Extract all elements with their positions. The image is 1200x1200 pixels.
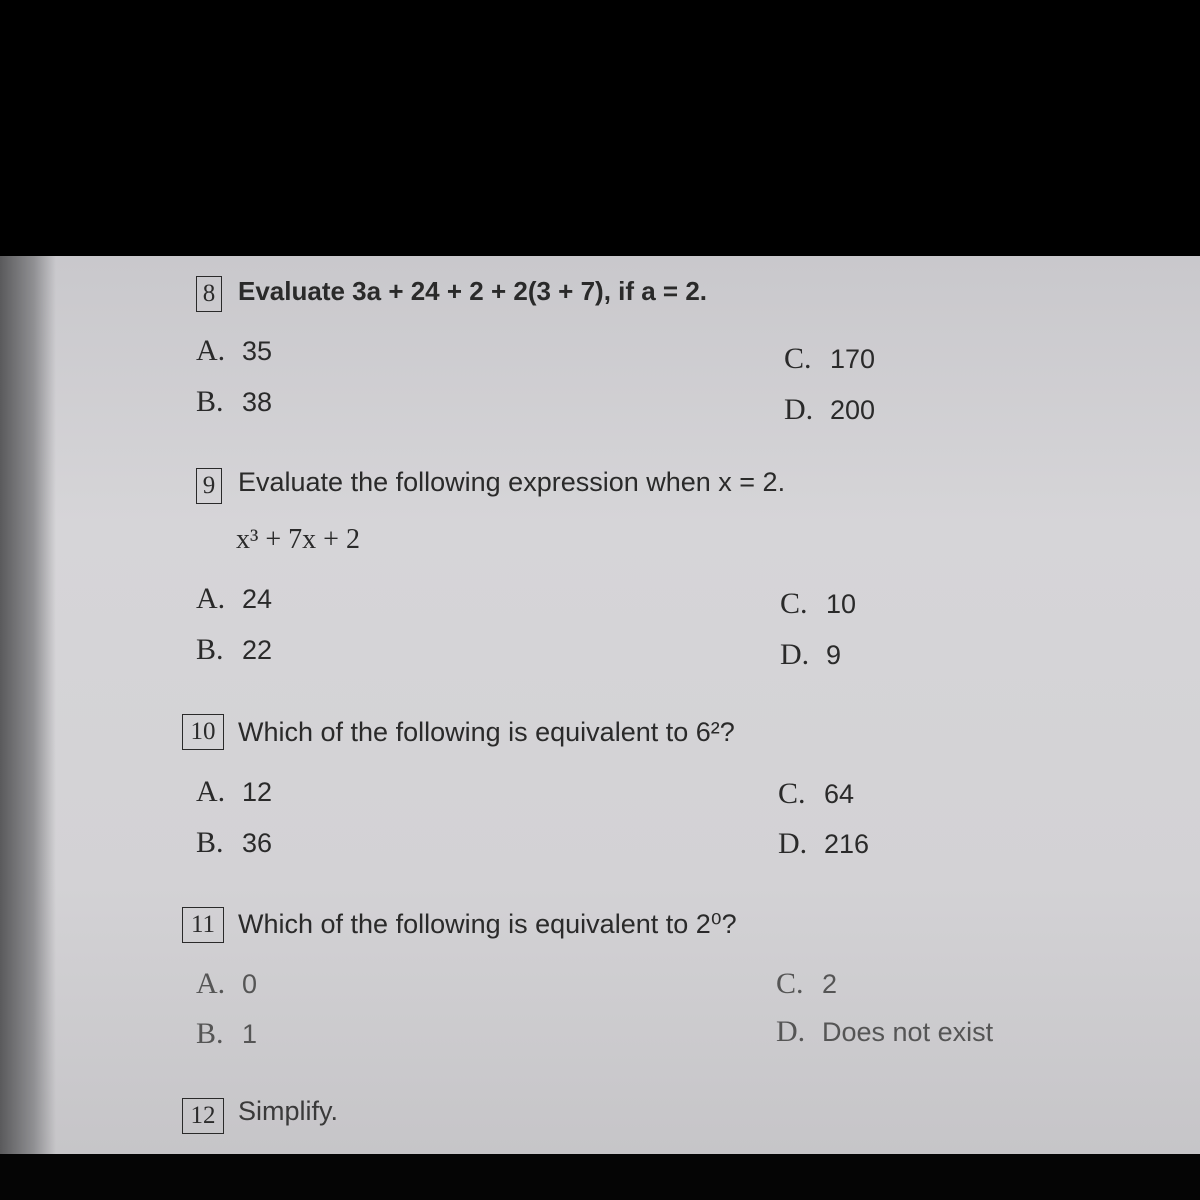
option-value: 12 xyxy=(242,777,273,807)
option-value: 0 xyxy=(242,969,258,999)
question-8-option-c[interactable] xyxy=(784,342,875,376)
option-letter: A. xyxy=(196,967,226,1000)
option-value: 35 xyxy=(242,336,273,366)
option-value: 36 xyxy=(242,828,273,858)
question-11-option-b[interactable] xyxy=(196,1017,257,1051)
question-10-number: 10 xyxy=(182,714,224,750)
question-11-text: Which of the following is equivalent to 2⁰? xyxy=(238,909,737,939)
question-10-option-b[interactable] xyxy=(196,826,272,860)
option-value: 1 xyxy=(242,1019,258,1049)
option-letter: D. xyxy=(784,393,814,426)
question-9-option-b[interactable] xyxy=(196,633,272,667)
option-value: 9 xyxy=(826,640,842,670)
option-letter: D. xyxy=(776,1015,806,1048)
question-11-option-c[interactable] xyxy=(776,967,837,1001)
option-letter: B. xyxy=(196,385,224,418)
question-9-expression: x³ + 7x + 2 xyxy=(236,524,360,555)
question-9-number: 9 xyxy=(196,468,222,504)
option-letter: A. xyxy=(196,334,226,367)
question-9-text: Evaluate the following expression when x = 2. xyxy=(238,467,786,497)
option-letter: C. xyxy=(784,342,812,375)
option-letter: A. xyxy=(196,582,226,615)
option-value: 200 xyxy=(830,395,876,425)
option-letter: B. xyxy=(196,826,224,859)
question-10-option-c[interactable] xyxy=(778,777,854,811)
question-10-text: Which of the following is equivalent to 6²? xyxy=(238,717,735,747)
question-11-option-a[interactable] xyxy=(196,967,257,1001)
option-letter: A. xyxy=(196,775,226,808)
option-value: 2 xyxy=(822,969,838,999)
bottom-shadow xyxy=(0,1154,1200,1200)
option-value: 38 xyxy=(242,387,273,417)
option-letter: C. xyxy=(780,587,808,620)
question-8-option-b[interactable] xyxy=(196,385,272,419)
option-letter: B. xyxy=(196,633,224,666)
question-9-option-c[interactable] xyxy=(780,587,856,621)
question-8-number: 8 xyxy=(196,276,222,312)
question-8-option-a[interactable] xyxy=(196,334,272,368)
question-8-option-d[interactable] xyxy=(784,393,875,427)
question-8-text: Evaluate 3a + 24 + 2 + 2(3 + 7), if a = 2. xyxy=(238,276,708,306)
question-10-option-a[interactable] xyxy=(196,775,272,809)
question-12-number: 12 xyxy=(182,1098,224,1134)
option-value: 22 xyxy=(242,635,273,665)
question-12-text: Simplify. xyxy=(238,1096,339,1126)
option-letter: D. xyxy=(780,638,810,671)
option-value: 64 xyxy=(824,779,855,809)
option-value: Does not exist xyxy=(822,1017,994,1047)
option-letter: B. xyxy=(196,1017,224,1050)
option-letter: C. xyxy=(776,967,804,1000)
question-11-number: 11 xyxy=(182,907,224,943)
question-11-option-d[interactable] xyxy=(776,1015,993,1049)
option-letter: D. xyxy=(778,827,808,860)
question-9-option-a[interactable] xyxy=(196,582,272,616)
worksheet-page xyxy=(0,256,1200,1154)
option-value: 10 xyxy=(826,589,857,619)
question-10-option-d[interactable] xyxy=(778,827,869,861)
option-value: 170 xyxy=(830,344,876,374)
option-letter: C. xyxy=(778,777,806,810)
option-value: 24 xyxy=(242,584,273,614)
option-value: 216 xyxy=(824,829,870,859)
question-9-option-d[interactable] xyxy=(780,638,841,672)
